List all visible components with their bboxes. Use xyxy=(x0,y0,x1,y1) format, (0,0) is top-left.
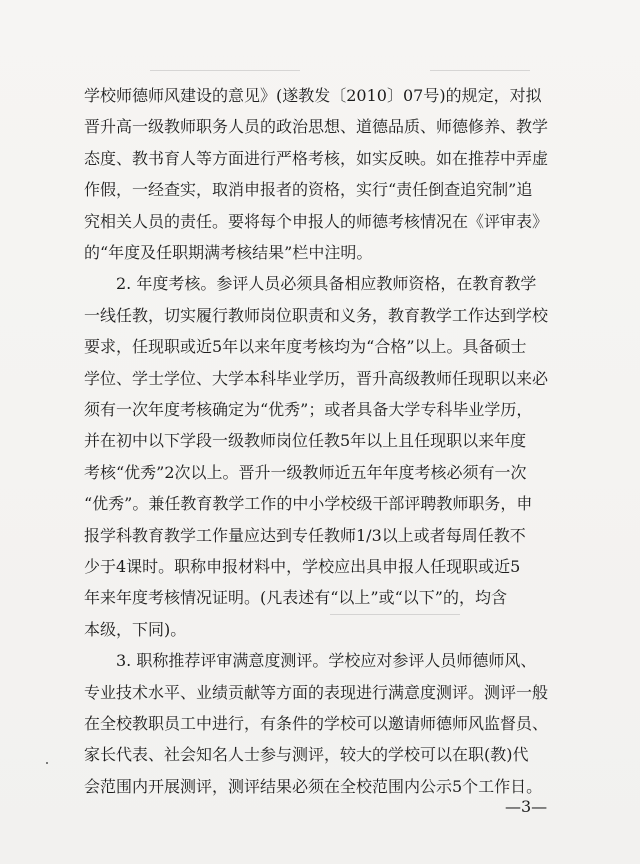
text-line: 家长代表、社会知名人士参与测评，较大的学校可以在职(教)代 xyxy=(84,745,529,764)
text-line: 态度、教书育人等方面进行严格考核，如实反映。如在推荐中弄虚 xyxy=(84,149,549,168)
scan-artifact-line xyxy=(150,70,300,71)
text-line: 本级，下同)。 xyxy=(84,620,187,639)
text-line: 年来年度考核情况证明。(凡表述有“以上”或“以下”的，均含 xyxy=(84,588,507,607)
text-line: 的“年度及任职期满考核结果”栏中注明。 xyxy=(84,243,373,262)
text-line: 少于4课时。职称申报材料中，学校应出具申报人任现职或近5 xyxy=(84,557,521,576)
text-line: 在全校教职员工中进行，有条件的学校可以邀请师德师风监督员、 xyxy=(84,714,549,733)
text-line: “优秀”。兼任教育教学工作的中小学校级干部评聘教师职务，申 xyxy=(84,494,533,513)
text-line: 会范围内开展测评，测评结果必须在全校范围内公示5个工作日。 xyxy=(84,777,543,796)
text-line: 专业技术水平、业绩贡献等方面的表现进行满意度测评。测评一般 xyxy=(84,683,549,702)
paragraph-heading-annual-assessment: 2. 年度考核。参评人员必须具备相应教师资格，在教育教学 xyxy=(116,274,537,293)
text-line: 作假，一经查实，取消申报者的资格，实行“责任倒查追究制”追 xyxy=(84,180,533,199)
paragraph-heading-satisfaction-survey: 3. 职称推荐评审满意度测评。学校应对参评人员师德师风、 xyxy=(116,651,537,670)
scan-artifact-line xyxy=(330,614,460,615)
text-line: 学位、学士学位、大学本科毕业学历，晋升高级教师任现职以来必 xyxy=(84,369,549,388)
scan-artifact-line xyxy=(430,70,530,71)
text-line: 要求，任现职或近5年以来年度考核均为“合格”以上。具备硕士 xyxy=(84,337,527,356)
scan-speck xyxy=(46,762,48,764)
text-line: 并在初中以下学段一级教师岗位任教5年以上且任现职以来年度 xyxy=(84,431,527,450)
text-line: 考核“优秀”2次以上。晋升一级教师近五年年度考核必须有一次 xyxy=(84,463,527,482)
text-line: 须有一次年度考核确定为“优秀”；或者具备大学专科毕业学历， xyxy=(84,400,533,419)
text-line: 一线任教，切实履行教师岗位职责和义务，教育教学工作达到学校 xyxy=(84,306,549,325)
text-line: 报学科教育教学工作量应达到专任教师1/3以上或者每周任教不 xyxy=(84,526,526,545)
page-number: —3— xyxy=(505,797,548,816)
text-line: 晋升高一级教师职务人员的政治思想、道德品质、师德修养、教学 xyxy=(84,117,549,136)
text-line: 究相关人员的责任。要将每个申报人的师德考核情况在《评审表》 xyxy=(84,212,549,231)
text-line: 学校师德师风建设的意见》(遂教发〔2010〕07号)的规定，对拟 xyxy=(84,86,542,105)
